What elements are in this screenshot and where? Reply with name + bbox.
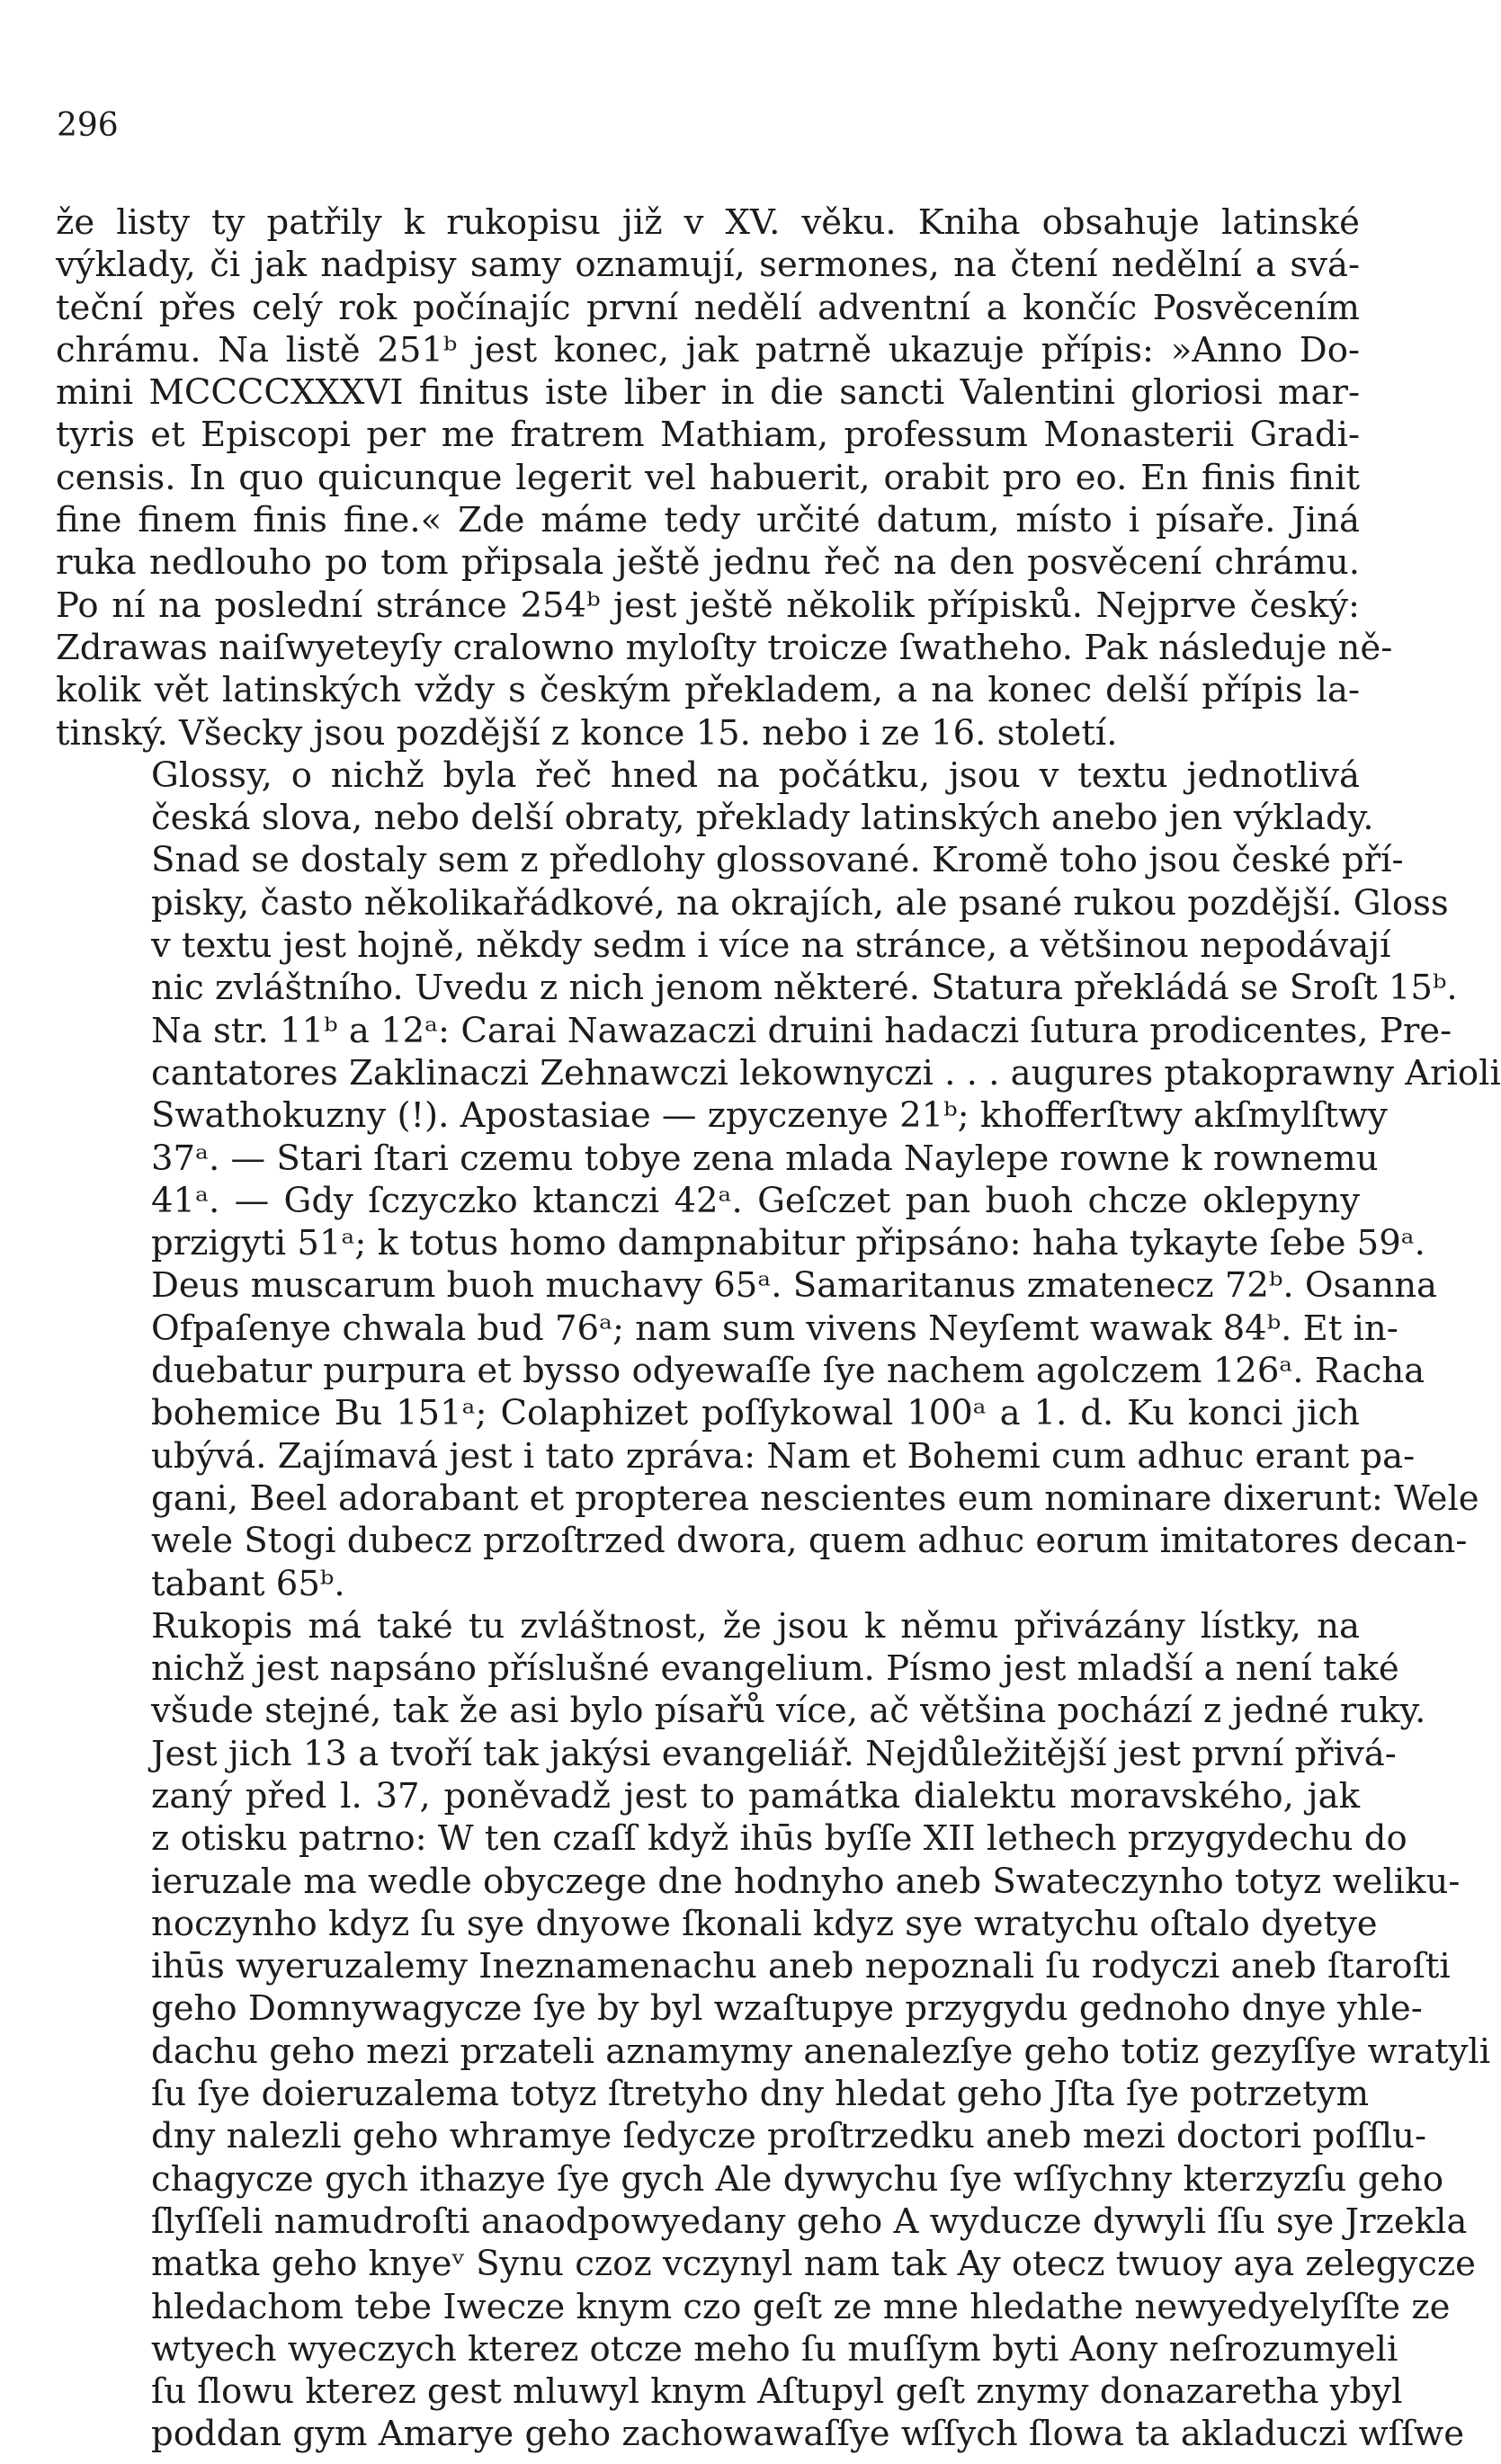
paragraph	[56, 201, 1393, 754]
text-line: Ofpaſenye chwala bud 76ᵃ; nam sum vivens Neyſemt wawak 84ᵇ. Et in-	[151, 1308, 1398, 1349]
text-line: nic zvláštního. Uvedu z nich jenom některé. Statura překládá se Sroſt 15ᵇ.	[151, 968, 1458, 1009]
text-line: Jest jich 13 a tvoří tak jakýsi evangeliář. Nejdůležitější jest první přivá-	[151, 1733, 1397, 1774]
text-line: Zdrawas naiſwyeteyſy cralowno myloſty troicze ſwatheho. Pak následuje ně-	[56, 627, 1393, 668]
text-line: Glossy, o nichž byla řeč hned na počátku, jsou v textu jednotlivá	[151, 754, 1360, 796]
text-line: tabant 65ᵇ.	[151, 1563, 345, 1604]
text-line: teční přes celý rok počínajíc první nedělí adventní a končíc Posvěcením	[56, 287, 1360, 328]
text-line: ſu ſlowu kterez gest mluwyl knym Aſtupyl geſt znymy donazaretha ybyl	[151, 2371, 1403, 2413]
text-line: wtyech wyeczych kterez otcze meho ſu muſſym byti Aony neſrozumyeli	[151, 2328, 1398, 2370]
body-text	[56, 201, 1501, 2456]
text-line: zaný před l. 37, poněvadž jest to památka dialektu moravského, jak	[151, 1775, 1360, 1817]
text-line: tinský. Všecky jsou pozdější z konce 15. nebo i ze 16. století.	[56, 712, 1118, 754]
text-line: ihūs wyeruzalemy Ineznamenachu aneb nepoznali ſu rodyczi aneb ſtaroſti	[151, 1946, 1451, 1987]
text-line: Swathokuzny (!). Apostasiae — zpyczenye 21ᵇ; khofferſtwy akſmylſtwy	[151, 1095, 1388, 1137]
text-line: kolik vět latinských vždy s českým překladem, a na konec delší přípis la-	[56, 670, 1360, 711]
text-line: 37ᵃ. — Stari ſtari czemu tobye zena mlada Naylepe rowne k rownemu	[151, 1138, 1379, 1179]
text-line: dny nalezli geho whramye ſedycze proſtrzedku aneb mezi doctori poſſlu-	[151, 2116, 1427, 2157]
text-line: bohemice Bu 151ᵃ; Colaphizet poſſykowal 100ᵃ a 1. d. Ku konci jich	[151, 1393, 1360, 1434]
text-line: ſlyſſeli namudroſti anaodpowyedany geho A wyducze dywyli ſſu sye Jrzekla	[151, 2201, 1468, 2242]
text-line: geho Domnywagycze ſye by byl wzaſtupye przygydu gednoho dnye yhle-	[151, 1988, 1423, 2030]
text-line: gani, Beel adorabant et propterea nescientes eum nominare dixerunt: Wele	[151, 1478, 1479, 1519]
text-line: Po ní na poslední stránce 254ᵇ jest ještě několik přípisků. Nejprve český:	[56, 585, 1360, 626]
text-line: v textu jest hojně, někdy sedm i více na stránce, a většinou nepodávají	[151, 925, 1391, 967]
text-line: poddan gym Amarye geho zachowawaſſye wſſych ſlowa ta akladuczi wſſwe	[151, 2414, 1465, 2455]
text-line: všude stejné, tak že asi bylo písařů více, ač většina pochází z jedné ruky.	[151, 1691, 1426, 1732]
text-line: ſu ſye doieruzalema totyz ſtretyho dny hledat geho Jſta ſye potrzetym	[151, 2074, 1370, 2115]
text-line: przigyti 51ᵃ; k totus homo dampnabitur připsáno: haha tykayte ſebe 59ᵃ.	[151, 1223, 1425, 1264]
text-line: česká slova, nebo delší obraty, překlady latinských anebo jen výklady.	[151, 798, 1374, 839]
text-line: Deus muscarum buoh muchavy 65ᵃ. Samaritanus zmatenecz 72ᵇ. Osanna	[151, 1265, 1438, 1307]
text-line: noczynho kdyz ſu sye dnyowe ſkonali kdyz sye wratychu oſtalo dyetye	[151, 1903, 1378, 1944]
text-line: nichž jest napsáno příslušné evangelium. Písmo jest mladší a není také	[151, 1648, 1399, 1690]
paragraph	[56, 754, 1501, 1605]
text-line: pisky, často několikařádkové, na okrajích, ale psané rukou pozdější. Gloss	[151, 882, 1449, 924]
text-line: censis. In quo quicunque legerit vel habuerit, orabit pro eo. En finis finit	[56, 457, 1360, 498]
text-line: duebatur purpura et bysso odyewaſſe ſye nachem agolczem 126ᵃ. Racha	[151, 1351, 1425, 1392]
text-line: že listy ty patřily k rukopisu již v XV. věku. Kniha obsahuje latinské	[56, 202, 1360, 243]
text-line: chagycze gych ithazye ſye gych Ale dywychu ſye wſſychny kterzyzſu geho	[151, 2158, 1444, 2200]
text-line: wele Stogi dubecz przoſtrzed dwora, quem adhuc eorum imitatores decan-	[151, 1521, 1468, 1562]
text-line: Rukopis má také tu zvláštnost, že jsou k němu přivázány lístky, na	[151, 1605, 1360, 1647]
text-line: matka geho knyeᵛ Synu czoz vczynyl nam tak Ay otecz twuoy aya zelegycze	[151, 2244, 1476, 2285]
paragraph	[56, 1605, 1491, 2456]
text-line: 41ᵃ. — Gdy ſczyczko ktanczi 42ᵃ. Geſczet pan buoh chcze oklepyny	[151, 1180, 1360, 1221]
page-number: 296	[57, 107, 119, 144]
text-line: fine finem finis fine.« Zde máme tedy určité datum, místo i písaře. Jiná	[56, 500, 1360, 541]
text-line: ruka nedlouho po tom připsala ještě jednu řeč na den posvěcení chrámu.	[56, 542, 1360, 584]
text-line: mini MCCCCXXXVI finitus iste liber in die sancti Valentini gloriosi mar-	[56, 372, 1360, 414]
text-line: hledachom tebe Iwecze knym czo geſt ze mne hledathe newyedyelyſſte ze	[151, 2286, 1451, 2327]
text-line: Snad se dostaly sem z předlohy glossované. Kromě toho jsou české pří-	[151, 840, 1404, 881]
text-line: výklady, či jak nadpisy samy oznamují, sermones, na čtení nedělní a svá-	[56, 245, 1360, 286]
text-line: dachu geho mezi przateli aznamymy anenalezſye geho totiz gezyſſye wratyli	[151, 2031, 1491, 2072]
text-line: z otisku patrno: W ten czaſſ když ihūs byſſe XII lethech przygydechu do	[151, 1818, 1407, 1860]
text-line: ubývá. Zajímavá jest i tato zpráva: Nam et Bohemi cum adhuc erant pa-	[151, 1435, 1416, 1477]
text-line: tyris et Episcopi per me fratrem Mathiam, professum Monasterii Gradi-	[56, 415, 1360, 456]
text-line: Na str. 11ᵇ a 12ᵃ: Carai Nawazaczi druini hadaczi ſutura prodicentes, Pre-	[151, 1010, 1452, 1051]
text-line: ieruzale ma wedle obyczege dne hodnyho aneb Swateczynho totyz weliku-	[151, 1861, 1461, 1902]
text-line: chrámu. Na listě 251ᵇ jest konec, jak patrně ukazuje přípis: »Anno Do-	[56, 329, 1360, 370]
text-line: cantatores Zaklinaczi Zehnawczi lekownyczi . . . augures ptakoprawny Arioli	[151, 1052, 1501, 1094]
